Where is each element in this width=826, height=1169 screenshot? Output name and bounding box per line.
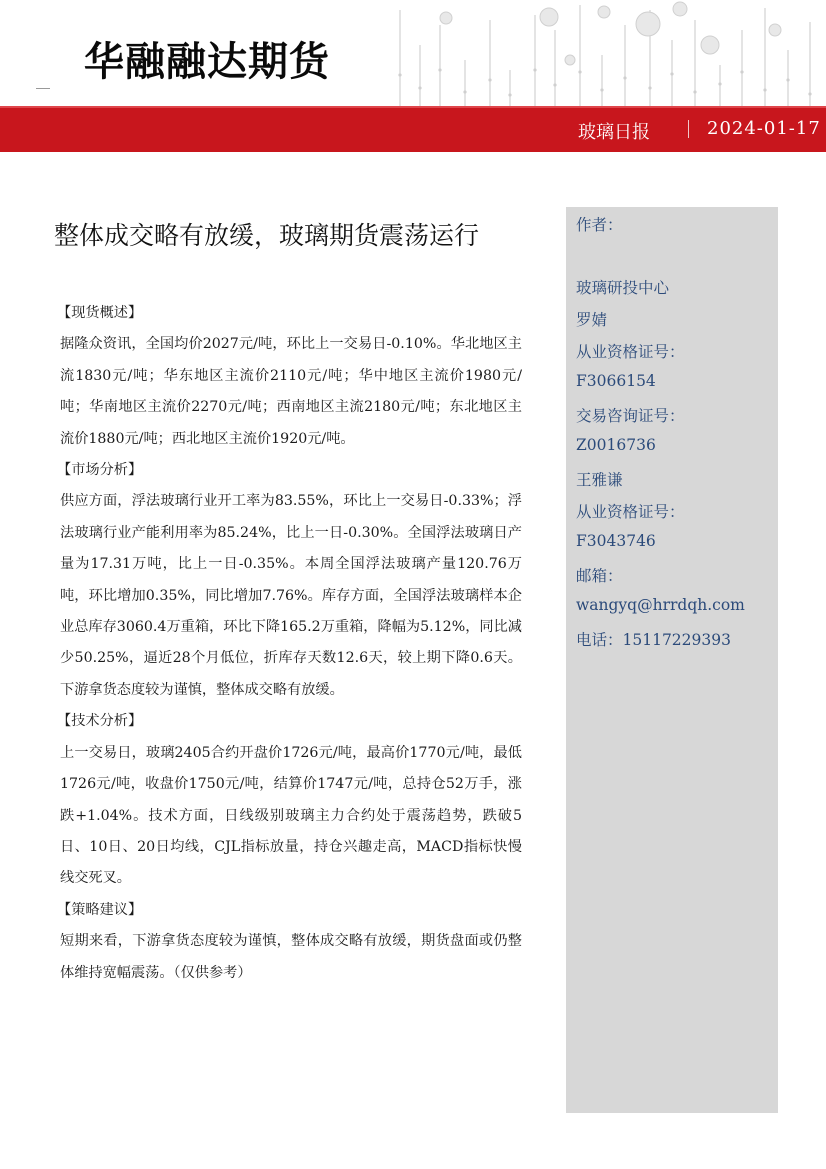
sidebar-consult-number: Z0016736 [576, 436, 656, 454]
header-red-bar [0, 106, 826, 152]
sidebar-license-number: F3066154 [576, 372, 656, 390]
sidebar-license-number-2: F3043746 [576, 532, 656, 550]
header-decoration [380, 0, 826, 106]
author-sidebar [566, 207, 778, 1113]
section-body-technical: 上一交易日，玻璃2405合约开盘价1726元/吨，最高价1770元/吨，最低1726元/吨，收盘价1750元/吨，结算价1747元/吨，总持仓52万手，涨跌+1.04%。技术方面，日线级别玻璃主力合约处于震荡趋势，跌破5日、10日、20日均线，CJL指标放量，持仓兴趣走高，MACD指标快慢线交死叉。 [60, 744, 522, 887]
report-type: 玻璃日报 [578, 122, 650, 143]
sidebar-email-label: 邮箱： [576, 567, 623, 585]
section-body-spot: 据隆众资讯，全国均价2027元/吨，环比上一交易日-0.10%。华北地区主流1830元/吨；华东地区主流价2110元/吨；华中地区主流价1980元/吨；华南地区主流价2270元/吨；西南地区主流2180元/吨；东北地区主流价1880元/吨；西北地区主流价1920元/吨。 [60, 336, 522, 447]
section-heading-market: 【市场分析】 [57, 462, 143, 479]
sidebar-email-link[interactable]: wangyq@hrrdqh.com [576, 596, 745, 614]
sidebar-department: 玻璃研投中心 [576, 279, 670, 297]
section-heading-spot: 【现货概述】 [57, 305, 143, 321]
sidebar-license-label-2: 从业资格证号： [576, 503, 685, 521]
page-title: 整体成交略有放缓，玻璃期货震荡运行 [54, 221, 480, 250]
section-heading-technical: 【技术分析】 [57, 713, 143, 730]
section-body-strategy: 短期来看，下游拿货态度较为谨慎，整体成交略有放缓，期货盘面或仍整体维持宽幅震荡。（仅供参考） [60, 933, 522, 981]
sidebar-author-name-2: 王雅谦 [576, 471, 623, 489]
sidebar-author-name: 罗婧 [576, 311, 608, 329]
sidebar-phone: 电话：15117229393 [576, 631, 731, 649]
report-body [57, 298, 522, 989]
company-logo: 华融融达期货 [84, 39, 330, 85]
logo-underline [36, 88, 50, 89]
header-red-bar-highlight [0, 106, 826, 108]
section-heading-strategy: 【策略建议】 [57, 901, 143, 918]
header-separator [688, 120, 689, 138]
section-body-market: 供应方面，浮法玻璃行业开工率为83.55%，环比上一交易日-0.33%；浮法玻璃行业产能利用率为85.24%，比上一日-0.30%。全国浮法玻璃日产量为17.31万吨，比上一日-0.35%。本周全国浮法玻璃产量120.76万吨，环比增加0.35%，同比增加7.76%。库存方面，全国浮法玻璃样本企业总库存3060.4万重箱，环比下降165.2万重箱，降幅为5.12%，同比减少50.25%，逼近28个月低位，折库存天数12.6天，较上期下降0.6天。下游拿货态度较为谨慎，整体成交略有放缓。 [60, 493, 522, 698]
sidebar-license-label: 从业资格证号： [576, 343, 685, 361]
sidebar-consult-label: 交易咨询证号： [576, 407, 685, 425]
report-date: 2024-01-17 [707, 118, 821, 139]
author-label: 作者： [576, 216, 623, 234]
